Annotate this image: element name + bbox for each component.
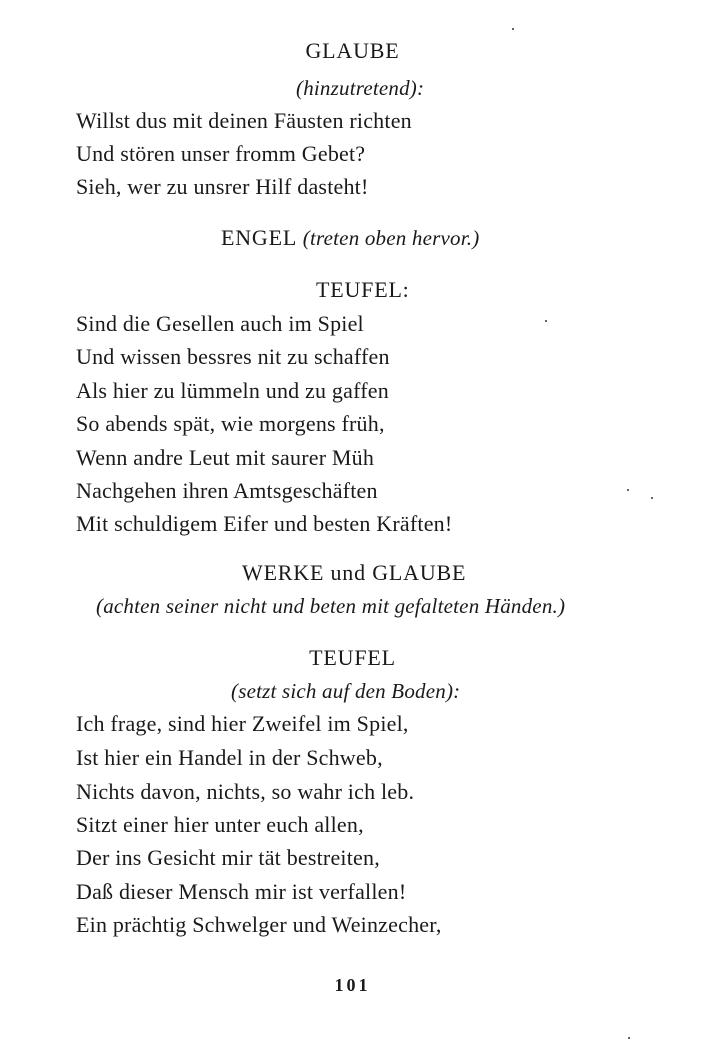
speaker-heading-werke-glaube: WERKE und GLAUBE bbox=[242, 560, 467, 585]
scan-speck bbox=[628, 1037, 630, 1039]
scan-speck bbox=[512, 28, 514, 30]
speaker-heading-teufel: TEUFEL: bbox=[316, 277, 410, 302]
speaker-line-engel bbox=[221, 225, 479, 251]
verse-line: Willst dus mit deinen Fäusten richten bbox=[76, 108, 412, 133]
scan-speck bbox=[627, 489, 629, 491]
verse-line: Sind die Gesellen auch im Spiel bbox=[76, 311, 364, 336]
verse-line: Als hier zu lümmeln und zu gaffen bbox=[76, 378, 389, 403]
verse-line: Sieh, wer zu unsrer Hilf dasteht! bbox=[76, 174, 369, 199]
scan-speck bbox=[651, 497, 653, 499]
stage-direction-glaube: (hinzutretend): bbox=[296, 76, 425, 100]
scan-speck bbox=[545, 320, 547, 322]
stage-direction-werke-glaube: (achten seiner nicht und beten mit gefalteten Händen.) bbox=[96, 594, 566, 618]
speaker-heading-teufel: TEUFEL bbox=[309, 645, 396, 670]
verse-line: Nichts davon, nichts, so wahr ich leb. bbox=[76, 779, 415, 804]
verse-line: Ich frage, sind hier Zweifel im Spiel, bbox=[76, 711, 409, 736]
verse-line: So abends spät, wie morgens früh, bbox=[76, 411, 385, 436]
stage-direction-engel: (treten oben hervor.) bbox=[302, 226, 480, 250]
page-number: 101 bbox=[334, 975, 371, 995]
verse-line: Und wissen bessres nit zu schaffen bbox=[76, 344, 390, 369]
verse-line: Ein prächtig Schwelger und Weinzecher, bbox=[76, 912, 442, 937]
speaker-heading-engel: ENGEL bbox=[221, 225, 298, 250]
verse-line: Mit schuldigem Eifer und besten Kräften! bbox=[76, 511, 453, 536]
verse-line: Daß dieser Mensch mir ist verfallen! bbox=[76, 879, 407, 904]
verse-line: Nachgehen ihren Amtsgeschäften bbox=[76, 478, 378, 503]
verse-line: Der ins Gesicht mir tät bestreiten, bbox=[76, 845, 380, 870]
speaker-heading-glaube: GLAUBE bbox=[305, 38, 400, 63]
verse-line: Wenn andre Leut mit saurer Müh bbox=[76, 445, 375, 470]
stage-direction-teufel: (setzt sich auf den Boden): bbox=[231, 679, 461, 703]
verse-line: Sitzt einer hier unter euch allen, bbox=[76, 812, 364, 837]
verse-line: Ist hier ein Handel in der Schweb, bbox=[76, 745, 383, 770]
verse-line: Und stören unser fromm Gebet? bbox=[76, 141, 366, 166]
